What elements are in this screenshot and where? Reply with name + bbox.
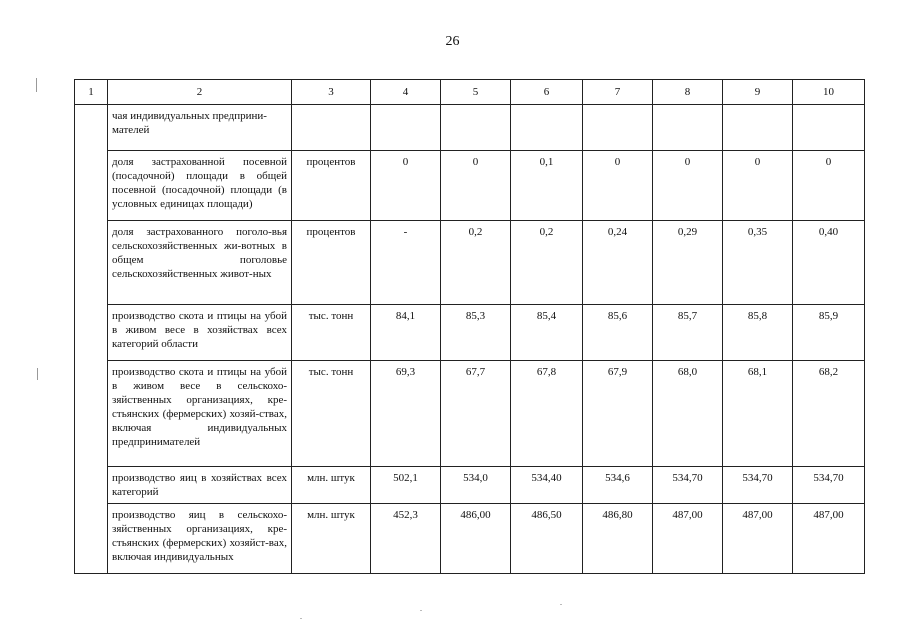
- value-cell: 0,35: [723, 221, 793, 305]
- value-cell: [723, 105, 793, 151]
- unit-cell: процентов: [292, 221, 371, 305]
- value-cell: [583, 105, 653, 151]
- value-cell: 534,70: [723, 467, 793, 504]
- page-number: 26: [445, 34, 460, 49]
- header-cell: 3: [292, 80, 371, 105]
- value-cell: 534,70: [793, 467, 865, 504]
- indicator-description: производство яиц в сельскохо-зяйственных организациях, кре-стьянских (фермерских) хозяйст-вах, включая индивидуальных: [108, 504, 292, 574]
- value-cell: 0,29: [653, 221, 723, 305]
- unit-cell: млн. штук: [292, 504, 371, 574]
- value-cell: 487,00: [723, 504, 793, 574]
- value-cell: 69,3: [371, 361, 441, 467]
- table-row: [75, 151, 865, 221]
- value-cell: 0,1: [511, 151, 583, 221]
- value-cell: 0,24: [583, 221, 653, 305]
- value-cell: [371, 105, 441, 151]
- value-cell: 67,9: [583, 361, 653, 467]
- value-cell: 534,40: [511, 467, 583, 504]
- value-cell: 85,9: [793, 305, 865, 361]
- value-cell: 0: [441, 151, 511, 221]
- value-cell: 68,0: [653, 361, 723, 467]
- value-cell: 85,7: [653, 305, 723, 361]
- table-row: [75, 467, 865, 504]
- row-number-cell: [75, 504, 108, 574]
- value-cell: -: [371, 221, 441, 305]
- value-cell: [793, 105, 865, 151]
- value-cell: 534,70: [653, 467, 723, 504]
- data-table: [74, 79, 865, 574]
- value-cell: 85,8: [723, 305, 793, 361]
- table-row: [75, 504, 865, 574]
- scan-dot: [420, 610, 422, 611]
- row-number-cell: [75, 151, 108, 221]
- table-row: [75, 221, 865, 305]
- value-cell: 486,50: [511, 504, 583, 574]
- unit-cell: тыс. тонн: [292, 305, 371, 361]
- row-number-cell: [75, 105, 108, 151]
- value-cell: 486,00: [441, 504, 511, 574]
- header-cell: 9: [723, 80, 793, 105]
- value-cell: 68,1: [723, 361, 793, 467]
- indicator-description: производство скота и птицы на убой в живом весе в сельскохо-зяйственных организациях, кре-стьянских (фермерских) хозяй-ствах, включая индивидуальных предпринимателей: [108, 361, 292, 467]
- value-cell: 68,2: [793, 361, 865, 467]
- value-cell: 487,00: [793, 504, 865, 574]
- value-cell: [441, 105, 511, 151]
- value-cell: 67,7: [441, 361, 511, 467]
- value-cell: 486,80: [583, 504, 653, 574]
- row-number-cell: [75, 221, 108, 305]
- unit-cell: млн. штук: [292, 467, 371, 504]
- header-cell: 10: [793, 80, 865, 105]
- value-cell: 0: [723, 151, 793, 221]
- header-cell: 4: [371, 80, 441, 105]
- value-cell: 0: [583, 151, 653, 221]
- header-cell: 6: [511, 80, 583, 105]
- header-cell: 7: [583, 80, 653, 105]
- scan-dot: [560, 604, 562, 605]
- row-number-cell: [75, 305, 108, 361]
- value-cell: 0,40: [793, 221, 865, 305]
- value-cell: 85,6: [583, 305, 653, 361]
- row-number-cell: [75, 467, 108, 504]
- value-cell: [653, 105, 723, 151]
- header-cell: 1: [75, 80, 108, 105]
- table-row: [75, 361, 865, 467]
- header-cell: 8: [653, 80, 723, 105]
- indicator-description: производство яиц в хозяйствах всех категорий: [108, 467, 292, 504]
- header-cell: 5: [441, 80, 511, 105]
- indicator-description: производство скота и птицы на убой в живом весе в хозяйствах всех категорий области: [108, 305, 292, 361]
- table-row: [75, 105, 865, 151]
- table-header-row: [75, 80, 865, 105]
- scan-dot: [300, 618, 302, 619]
- indicator-description: доля застрахованной посевной (посадочной) площади в общей посевной (посадочной) площади (в условных единицах площади): [108, 151, 292, 221]
- value-cell: 0,2: [441, 221, 511, 305]
- value-cell: 502,1: [371, 467, 441, 504]
- scan-mark: [37, 368, 38, 380]
- value-cell: 84,1: [371, 305, 441, 361]
- value-cell: 0,2: [511, 221, 583, 305]
- unit-cell: тыс. тонн: [292, 361, 371, 467]
- value-cell: 0: [793, 151, 865, 221]
- value-cell: 67,8: [511, 361, 583, 467]
- unit-cell: процентов: [292, 151, 371, 221]
- value-cell: 534,6: [583, 467, 653, 504]
- value-cell: [511, 105, 583, 151]
- value-cell: 487,00: [653, 504, 723, 574]
- scan-mark: [36, 78, 37, 92]
- indicator-description: чая индивидуальных предприни- мателей: [108, 105, 292, 151]
- header-cell: 2: [108, 80, 292, 105]
- row-number-cell: [75, 361, 108, 467]
- value-cell: 0: [371, 151, 441, 221]
- unit-cell: [292, 105, 371, 151]
- value-cell: 85,4: [511, 305, 583, 361]
- indicator-description: доля застрахованного поголо-вья сельскохозяйственных жи-вотных в общем поголовье сельскохозяйственных живот-ных: [108, 221, 292, 305]
- table-row: [75, 305, 865, 361]
- value-cell: 534,0: [441, 467, 511, 504]
- value-cell: 0: [653, 151, 723, 221]
- value-cell: 452,3: [371, 504, 441, 574]
- value-cell: 85,3: [441, 305, 511, 361]
